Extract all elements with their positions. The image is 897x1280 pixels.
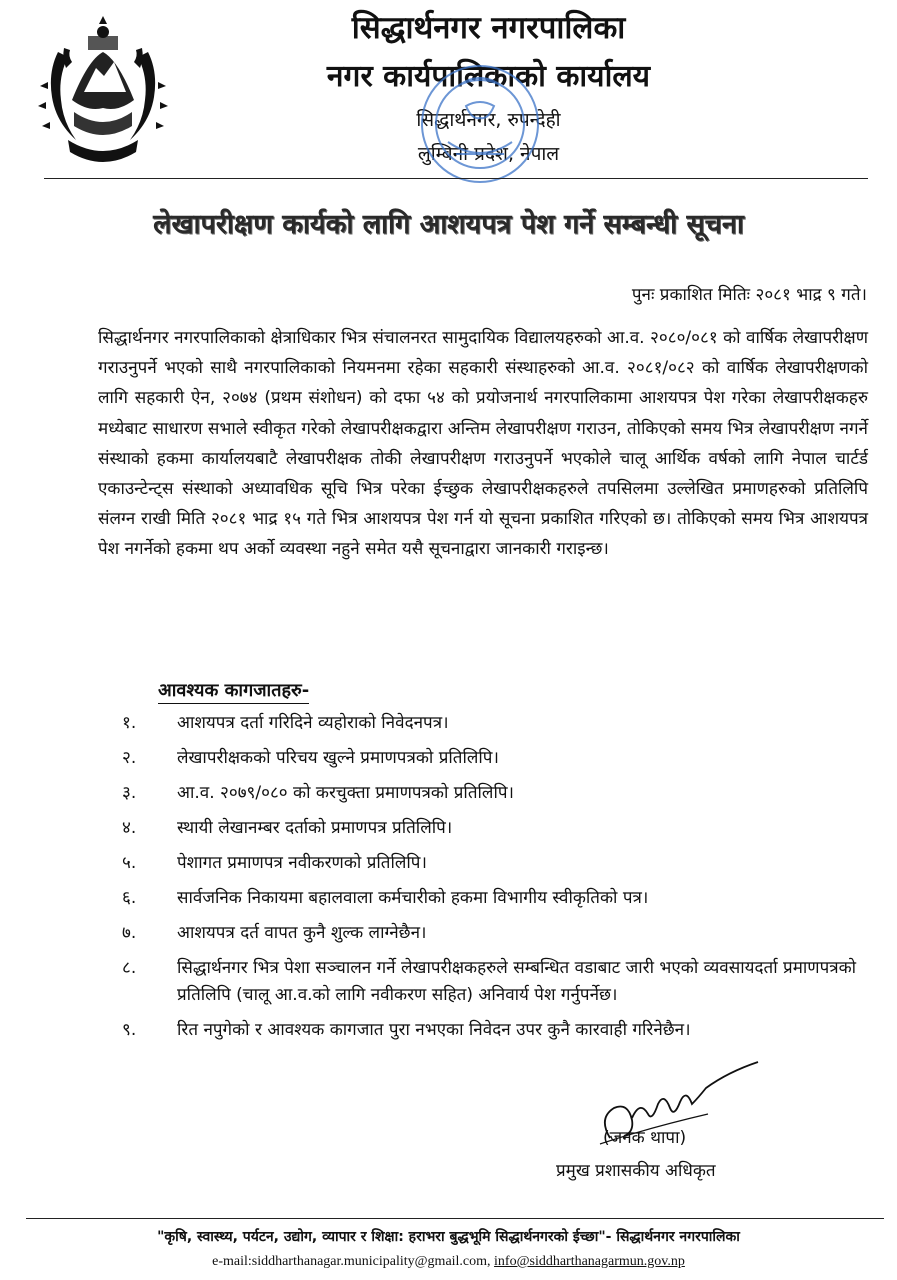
requirements-heading: आवश्यक कागजातहरु-: [158, 678, 309, 704]
footer-email: e-mail:siddharthanagar.municipality@gmail.com,: [212, 1254, 495, 1269]
list-item: ७. आशयपत्र दर्त वापत कुनै शुल्क लाग्नेछैन।: [122, 923, 427, 943]
list-item: ९. रित नपुगेको र आवश्यक कागजात पुरा नभएका निवेदन उपर कुनै कारवाही गरिनेछैन।: [122, 1020, 691, 1040]
footer-email-link[interactable]: info@siddharthanagarmun.gov.np: [494, 1254, 685, 1269]
republish-date: पुनः प्रकाशित मितिः २०८१ भाद्र ९ गते।: [631, 285, 867, 305]
address-line-1: सिद्धार्थनगर, रुपन्देही: [416, 109, 561, 131]
signatory-title: प्रमुख प्रशासकीय अधिकृत: [556, 1161, 716, 1181]
list-item: ५. पेशागत प्रमाणपत्र नवीकरणको प्रतिलिपि।: [122, 853, 427, 873]
footer-motto: "कृषि, स्वास्थ्य, पर्यटन, उद्योग, व्यापार र शिक्षा: हराभरा बुद्धभूमि सिद्धार्थनगरको ईच्छा"- सिद्धार्थनगर नगरपालिका: [157, 1229, 740, 1245]
footer-contact: [0, 1254, 897, 1270]
address-line-2: लुम्बिनी प्रदेश, नेपाल: [417, 143, 560, 165]
header-divider: [44, 178, 868, 179]
list-item: १. आशयपत्र दर्ता गरिदिने व्यहोराको निवेदनपत्र।: [122, 713, 449, 733]
list-item: ३. आ.व. २०७९/०८० को करचुक्ता प्रमाणपत्रको प्रतिलिपि।: [122, 783, 514, 803]
requirements-list: [122, 710, 872, 1052]
notice-title: लेखापरीक्षण कार्यको लागि आशयपत्र पेश गर्ने सम्बन्धी सूचना: [153, 209, 744, 240]
list-item: २. लेखापरीक्षकको परिचय खुल्ने प्रमाणपत्रको प्रतिलिपि।: [122, 748, 499, 768]
signatory-name: (जनक थापा): [603, 1128, 687, 1148]
office-name: नगर कार्यपालिकाको कार्यालय: [326, 59, 651, 94]
footer-divider: [26, 1218, 884, 1219]
office-stamp-icon: [418, 46, 542, 204]
list-item: ८. सिद्धार्थनगर भित्र पेशा सञ्चालन गर्ने लेखापरीक्षकहरुले सम्बन्धित वडाबाट जारी भएको व्यवसायदर्ता प्रमाणपत्रको प्रतिलिपि (चालू आ.व.को लागि नवीकरण सहित) अनिवार्य पेश गर्नुपर्नेछ।: [122, 958, 857, 1005]
list-item: ६. सार्वजनिक निकायमा बहालवाला कर्मचारीको हकमा विभागीय स्वीकृतिको पत्र।: [122, 888, 649, 908]
list-item: ४. स्थायी लेखानम्बर दर्ताको प्रमाणपत्र प्रतिलिपि।: [122, 818, 453, 838]
notice-body: सिद्धार्थनगर नगरपालिकाको क्षेत्राधिकार भित्र संचालनरत सामुदायिक विद्यालयहरुको आ.व. २०८०/०८१ को वार्षिक लेखापरीक्षण गराउनुपर्ने भएको साथै नगरपालिकाको नियमनमा रहेका सहकारी संस्थाहरुको आ.व. २०८१/०८२ को वार्षिक लेखापरीक्षणको लागि सहकारी ऐन, २०७४ (प्रथम संशोधन) को दफा ५४ को प्रयोजनार्थ नगरपालिकामा आशयपत्र पेश गरेका लेखापरीक्षकहरु मध्येबाट साधारण सभाले स्वीकृत गरेको लेखापरीक्षकद्वारा अन्तिम लेखापरीक्षण गराउन, तोकिएको समय भित्र लेखापरीक्षण नगर्ने संस्थाको हकमा कार्यालयबाटै लेखापरीक्षक तोकी लेखापरीक्षण गराउनुपर्ने भएकोले चालू आर्थिक वर्षको लागि नेपाल चार्टर्ड एकाउन्टेन्ट्स संस्थाको अध्यावधिक सूचि भित्र परेका ईच्छुक लेखापरीक्षकहरुले तपसिलमा उल्लेखित प्रमाणहरुको प्रतिलिपि संलग्न राखी मिति २०८१ भाद्र १५ गते भित्र आशयपत्र पेश गर्न यो सूचना प्रकाशित गरिएको छ। तोकिएको समय भित्र आशयपत्र पेश नगर्नेको हकमा थप अर्को व्यवस्था नहुने समेत यसै सूचनाद्वारा जानकारी गराइन्छ।: [98, 328, 868, 560]
municipality-name: सिद्धार्थनगर नगरपालिका: [351, 10, 626, 46]
